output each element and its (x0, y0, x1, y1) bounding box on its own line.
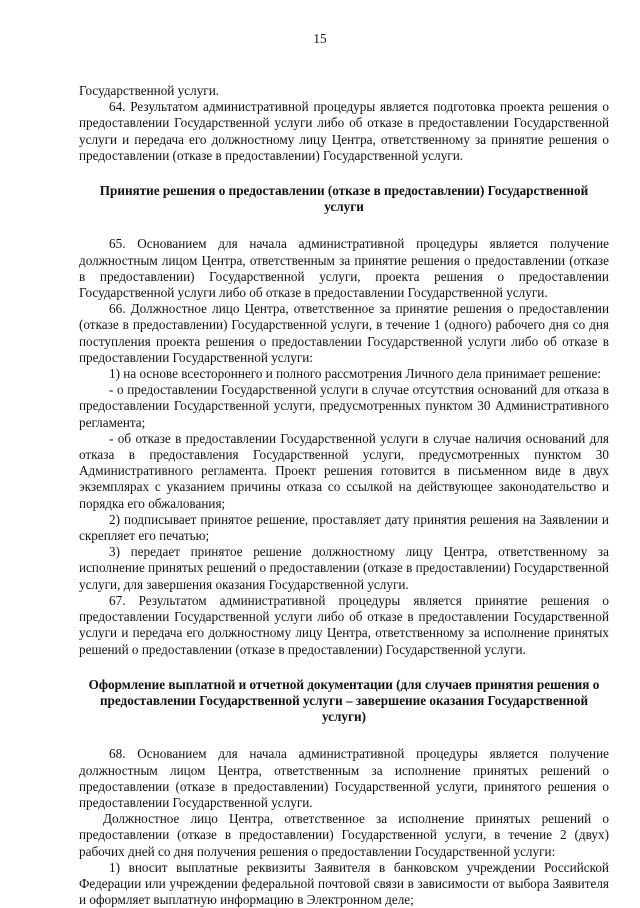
paragraph: 1) на основе всестороннего и полного рассмотрения Личного дела принимает решение: (109, 366, 602, 382)
paragraph: 66. Должностное лицо Центра, ответственное за принятие решения о предоставлении (отказе в предоставлении) Государственной услуги, в течение 1 (одного) рабочего дня со дня поступления проекта решения о предоставлении Государственной услуги либо об отказе в предоставлении Государственной услуги: (79, 301, 609, 365)
paragraph: - об отказе в предоставлении Государственной услуги в случае наличия оснований для отказа в предоставления Государственной услуги, предусмотренных пунктом 30 Административного регламента. Проект решения готовится в письменном виде в двух экземплярах с указанием причины отказа со ссылкой на действующее законодательство и порядка его обжалования; (79, 430, 609, 511)
paragraph: - о предоставлении Государственной услуги в случае отсутствия оснований для отказа в предоставлении Государственной услуги, предусмотренных пунктом 30 Административного регламента; (79, 382, 609, 430)
section-heading: Принятие решения о предоставлении (отказе в предоставлении) Государственной услуги (99, 183, 589, 215)
paragraph: 3) передает принятое решение должностному лицу Центра, ответственному за исполнение принятых решений о предоставлении (отказе в предоставлении) Государственной услуги, для завершения оказания Государственной услуги. (79, 544, 609, 592)
paragraph: 64. Результатом административной процедуры является подготовка проекта решения о предоставлении Государственной услуги либо об отказе в предоставлении Государственной услуги и передача его должностному лицу Центра, ответственному за принятие решения о предоставлении (отказе в предоставлении) Государственной услуги. (79, 99, 609, 163)
page-number: 15 (313, 31, 327, 46)
paragraph: 68. Основанием для начала административной процедуры является получение должностным лицом Центра, ответственным за исполнение принятых решений о предоставлении (отказе в предоставлении) Государственной услуги, принятого решения о предоставлении Государственной услуги. (79, 746, 609, 810)
section-spacer (79, 164, 609, 183)
paragraph: 1) вносит выплатные реквизиты Заявителя в банковском учреждении Российской Федерации или учреждении федеральной почтовой связи в зависимости от выбора Заявителя и оформляет выплатную информацию в Электронном деле; (79, 859, 609, 908)
paragraph: Государственной услуги. (79, 83, 220, 98)
section-heading: Оформление выплатной и отчетной документации (для случаев принятия решения о предоставлении Государственной услуги – завершение оказания Государственной услуги) (88, 676, 600, 725)
paragraph: Должностное лицо Центра, ответственное за исполнение принятых решений о предоставлении (отказе в предоставлении) Государственной услуги, в течение 2 (двух) рабочих дней со дня получения решения о предоставлении Государственной услуги: (79, 811, 609, 859)
paragraph: 67. Результатом административной процедуры является принятие решения о предоставлении Государственной услуги либо об отказе в предоставлении Государственной услуги и передача его должностному лицу Центра, ответственному за исполнение принятых решений о предоставлении (отказе в предоставлении) Государственной услуги. (79, 592, 609, 657)
document-body (79, 83, 609, 908)
section-spacer (79, 658, 609, 677)
section-spacer (79, 215, 609, 236)
section-spacer (79, 725, 609, 746)
paragraph: 2) подписывает принятое решение, проставляет дату принятия решения на Заявлении и скрепляет его печатью; (79, 511, 609, 544)
paragraph: 65. Основанием для начала административной процедуры является получение должностным лицом Центра, ответственным за принятие решения о предоставлении (отказе в предоставлении) Государственной услуги, проекта решения о предоставлении Государственной услуги либо об отказе в предоставлении Государственной услуги. (79, 236, 609, 301)
